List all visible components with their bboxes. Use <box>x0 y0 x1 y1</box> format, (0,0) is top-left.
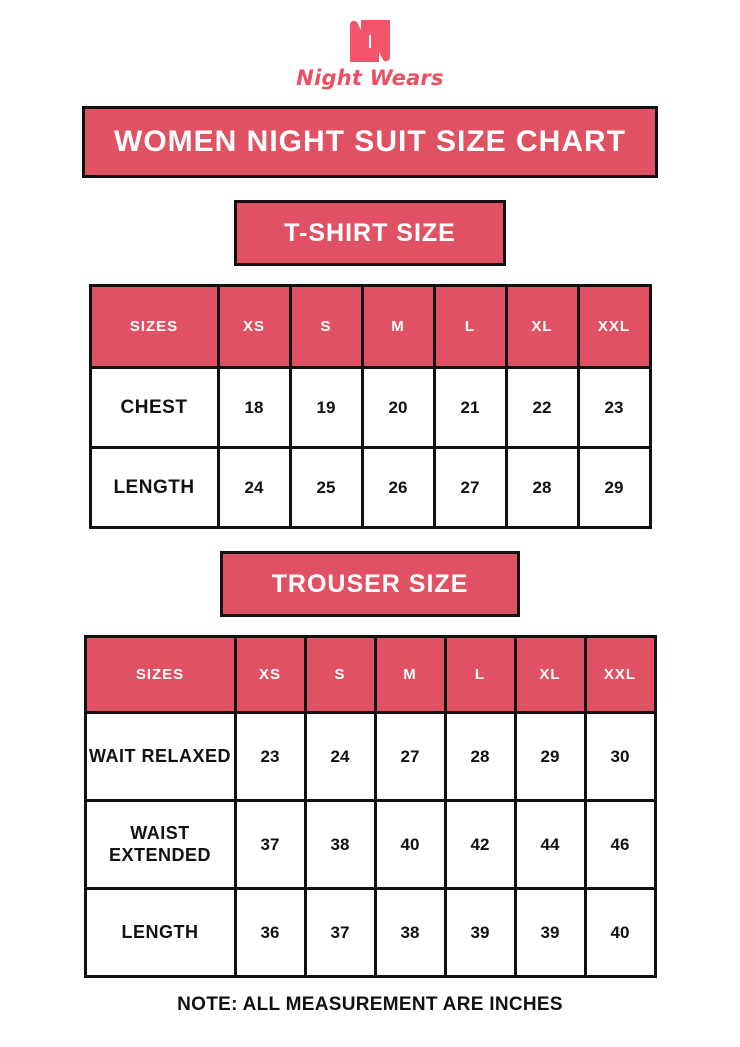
cell-value: 38 <box>375 889 445 977</box>
cell-value: 29 <box>578 448 650 528</box>
cell-value: 19 <box>290 368 362 448</box>
table-row <box>85 713 655 801</box>
cell-value: 39 <box>515 889 585 977</box>
page-title: WOMEN NIGHT SUIT SIZE CHART <box>82 106 658 178</box>
cell-value: 38 <box>305 801 375 889</box>
row-label: LENGTH <box>90 448 218 528</box>
row-label: WAIT RELAXED <box>85 713 235 801</box>
cell-value: 25 <box>290 448 362 528</box>
column-header: XL <box>515 637 585 713</box>
cell-value: 23 <box>235 713 305 801</box>
cell-value: 18 <box>218 368 290 448</box>
column-header: S <box>290 286 362 368</box>
cell-value: 37 <box>235 801 305 889</box>
cell-value: 24 <box>305 713 375 801</box>
section-heading-tshirt: T-SHIRT SIZE <box>234 200 506 266</box>
row-label: LENGTH <box>85 889 235 977</box>
column-header: L <box>434 286 506 368</box>
cell-value: 39 <box>445 889 515 977</box>
row-label: WAIST EXTENDED <box>85 801 235 889</box>
cell-value: 42 <box>445 801 515 889</box>
measurement-note: NOTE: ALL MEASUREMENT ARE INCHES <box>177 994 563 1015</box>
cell-value: 29 <box>515 713 585 801</box>
cell-value: 46 <box>585 801 655 889</box>
cell-value: 28 <box>506 448 578 528</box>
trouser-size-table <box>84 635 657 978</box>
brand-name: Night Wears <box>296 66 444 90</box>
column-header: XS <box>218 286 290 368</box>
cell-value: 27 <box>434 448 506 528</box>
cell-value: 40 <box>375 801 445 889</box>
cell-value: 36 <box>235 889 305 977</box>
table-row <box>90 368 650 448</box>
cell-value: 26 <box>362 448 434 528</box>
column-header: M <box>375 637 445 713</box>
column-header: L <box>445 637 515 713</box>
column-header: SIZES <box>85 637 235 713</box>
cell-value: 22 <box>506 368 578 448</box>
column-header: XS <box>235 637 305 713</box>
cell-value: 20 <box>362 368 434 448</box>
cell-value: 21 <box>434 368 506 448</box>
tshirt-size-table <box>89 284 652 529</box>
cell-value: 44 <box>515 801 585 889</box>
cell-value: 28 <box>445 713 515 801</box>
table-row <box>85 889 655 977</box>
table-header-row <box>90 286 650 368</box>
column-header: S <box>305 637 375 713</box>
row-label: CHEST <box>90 368 218 448</box>
column-header: M <box>362 286 434 368</box>
brand-header <box>40 0 700 90</box>
cell-value: 37 <box>305 889 375 977</box>
section-heading-trouser: TROUSER SIZE <box>220 551 520 617</box>
cell-value: 23 <box>578 368 650 448</box>
column-header: XL <box>506 286 578 368</box>
cell-value: 40 <box>585 889 655 977</box>
column-header: XXL <box>585 637 655 713</box>
column-header: SIZES <box>90 286 218 368</box>
table-header-row <box>85 637 655 713</box>
cell-value: 24 <box>218 448 290 528</box>
cell-value: 27 <box>375 713 445 801</box>
column-header: XXL <box>578 286 650 368</box>
table-row <box>85 801 655 889</box>
table-row <box>90 448 650 528</box>
cell-value: 30 <box>585 713 655 801</box>
n-monogram-icon <box>344 18 396 64</box>
